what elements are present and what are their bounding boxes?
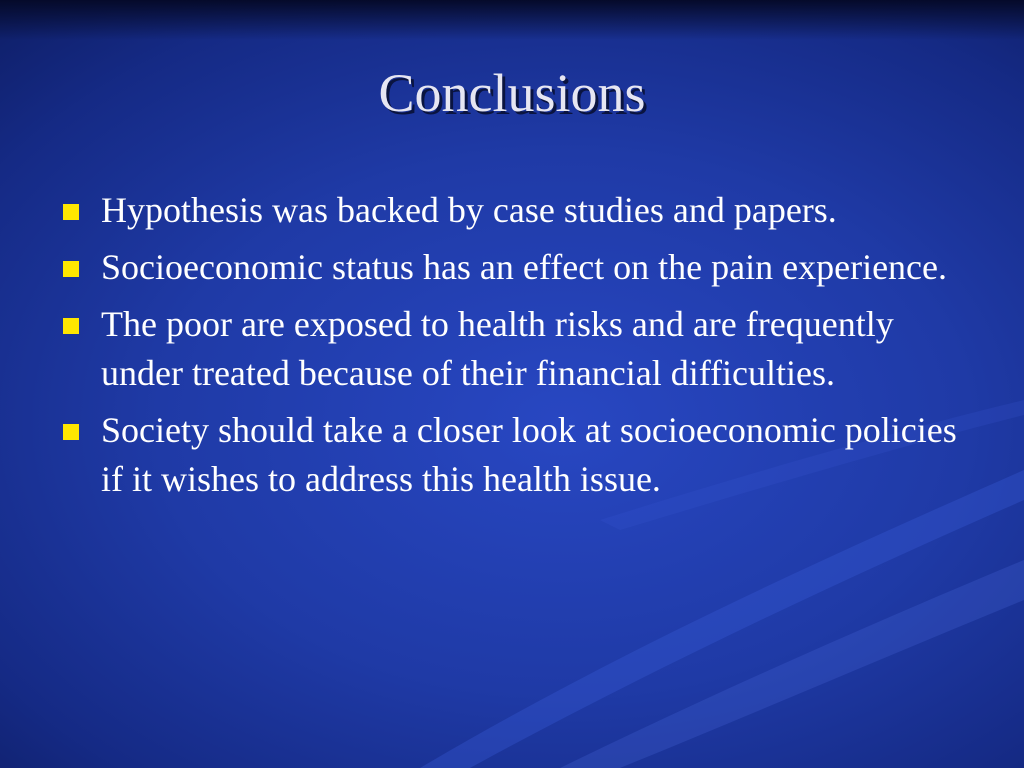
- bullet-item: [62, 186, 962, 235]
- bullet-text: Hypothesis was backed by case studies and papers.: [101, 190, 837, 230]
- yellow-square-bullet-icon: [63, 318, 79, 334]
- bullet-text: The poor are exposed to health risks and are frequently under treated because of their financial difficulties.: [101, 304, 894, 393]
- bullet-item: [62, 406, 962, 504]
- bullet-text: Society should take a closer look at socioeconomic policies if it wishes to address this health issue.: [101, 410, 957, 499]
- bullet-item: [62, 300, 962, 398]
- yellow-square-bullet-icon: [63, 204, 79, 220]
- bullet-text: Socioeconomic status has an effect on the pain experience.: [101, 247, 948, 287]
- bullet-list: [62, 186, 962, 512]
- slide-title: Conclusions: [378, 63, 646, 123]
- yellow-square-bullet-icon: [63, 424, 79, 440]
- yellow-square-bullet-icon: [63, 261, 79, 277]
- bullet-item: [62, 243, 962, 292]
